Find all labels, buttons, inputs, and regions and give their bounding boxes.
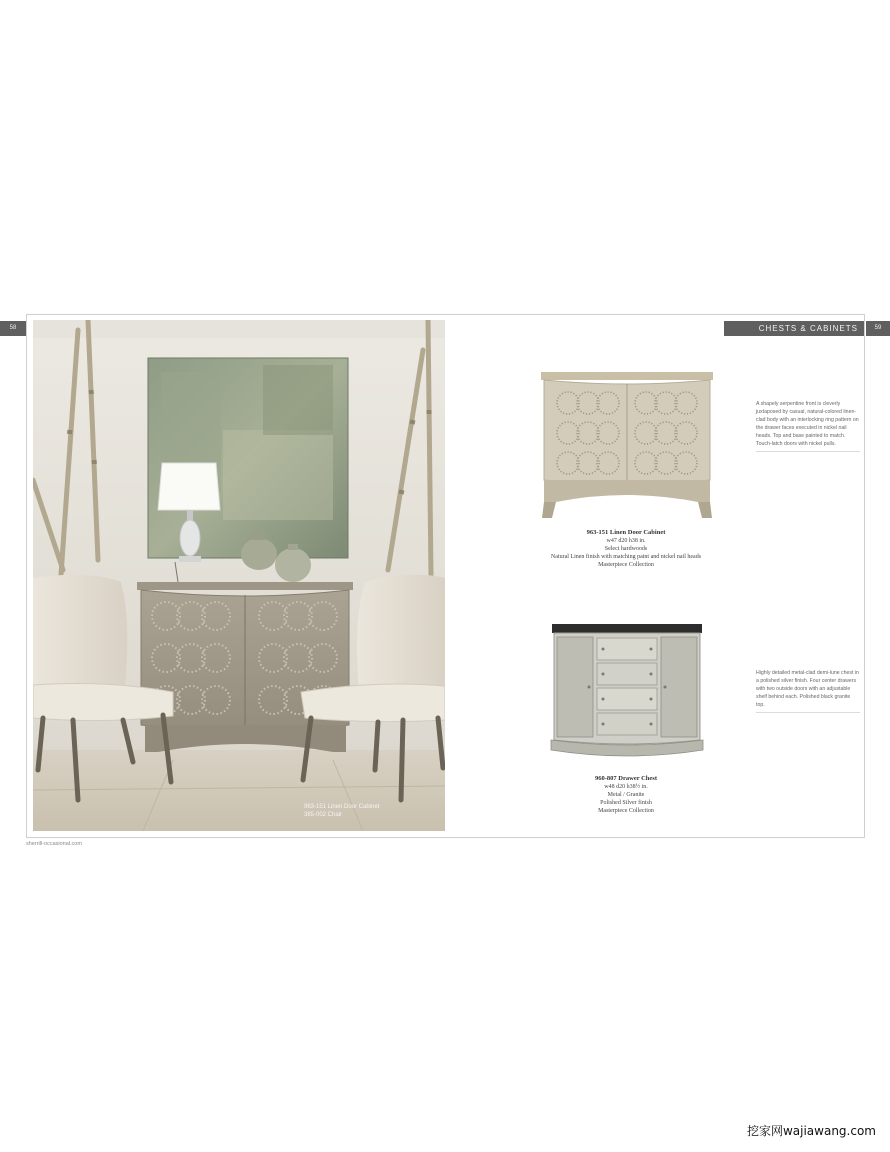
page-number-left: 58 — [0, 321, 26, 336]
section-title: CHESTS & CABINETS — [724, 321, 864, 336]
drawer-chest-image — [549, 622, 705, 773]
linen-door-cabinet-image — [538, 370, 716, 527]
product-collection: Masterpiece Collection — [598, 808, 654, 814]
product-name: 960-807 Drawer Chest — [595, 775, 657, 782]
product-description-linen-cabinet: A shapely serpentine front is cleverly juxtaposed by casual, natural-colored linen-clad body with an interlocking ring pattern on the drawer faces executed in nickel nail heads. Top and base painted to match. Touch-latch doors with nickel pulls. — [756, 400, 860, 452]
product-finish: Natural Linen finish with matching paint and nickel nail heads — [550, 554, 702, 560]
product-collection: Masterpiece Collection — [598, 562, 654, 568]
room-scene-illustration — [33, 320, 445, 831]
product-finish: Polished Silver finish — [600, 800, 652, 806]
photo-caption — [304, 803, 379, 819]
footer-url: sherrill-occasional.com — [26, 841, 82, 847]
product-info-linen-cabinet — [536, 529, 716, 569]
product-dimensions: w48 d20 h38½ in. — [604, 784, 648, 790]
room-scene-photo — [33, 320, 445, 831]
product-name: 963-151 Linen Door Cabinet — [586, 529, 666, 536]
product-material: Metal / Granite — [607, 792, 645, 798]
product-material: Select hardwoods — [604, 546, 648, 552]
product-info-drawer-chest — [548, 775, 704, 815]
product-description-drawer-chest: Highly detailed metal-clad demi-lune chest in a polished silver finish. Four center drawers with two outside doors with an adjustable shelf behind each. Polished black granite top. — [756, 669, 860, 713]
photo-caption-chair: 385-002 Chair — [304, 812, 343, 818]
watermark: 挖家网wajiawang.com — [746, 1124, 876, 1138]
page-number-right: 59 — [866, 321, 890, 336]
product-dimensions: w47 d20 h38 in. — [606, 538, 646, 544]
photo-caption-cabinet: 963-151 Linen Door Cabinet — [304, 804, 380, 810]
